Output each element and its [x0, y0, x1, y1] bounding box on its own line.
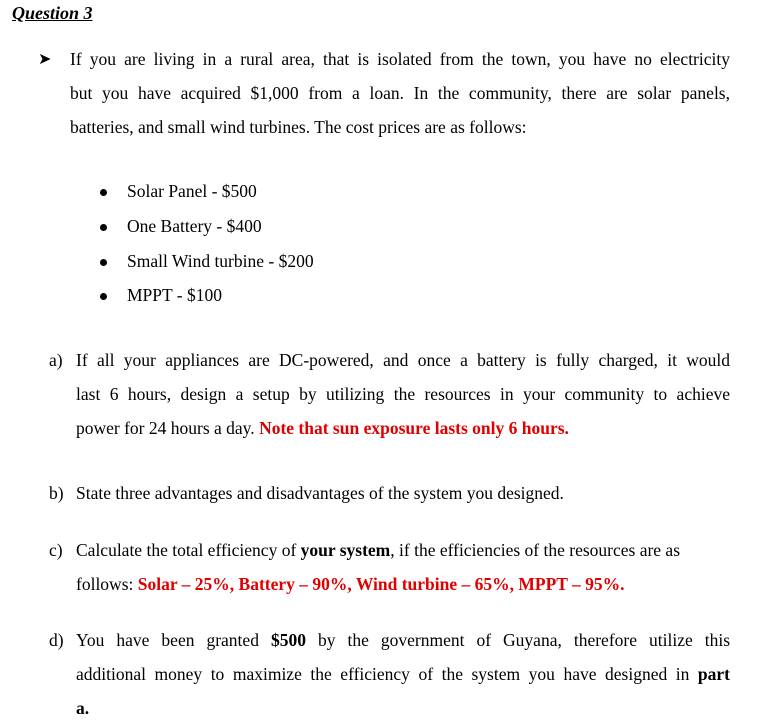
intro-line-3: batteries, and small wind turbines. The cost prices are as follows:	[70, 117, 527, 137]
part-d-text-a: You have been granted	[76, 630, 259, 650]
part-d-text-b: by the government of Guyana, therefore utilize this	[317, 630, 731, 650]
part-c-text-b: , if the efficiencies of the resources are as	[390, 540, 681, 560]
price-item-battery: One Battery - $400	[127, 216, 262, 236]
bullet-icon	[100, 189, 107, 196]
intro-line-2: but you have acquired $1,000 from a loan. In the community, there are solar panels,	[70, 83, 730, 103]
part-c-label: c)	[49, 540, 63, 560]
part-a-label: a)	[49, 350, 63, 370]
part-b-label: b)	[49, 483, 64, 503]
bullet-icon	[100, 259, 107, 266]
part-a-line-1: If all your appliances are DC-powered, and once a battery is fully charged, it would	[76, 350, 730, 370]
arrow-bullet-icon: ➤	[38, 51, 52, 68]
bullet-icon	[100, 224, 107, 231]
part-c-line-1	[76, 540, 730, 561]
part-a-line-3	[76, 418, 569, 439]
price-item-mppt: MPPT - $100	[127, 285, 222, 305]
part-c-line-2	[76, 574, 625, 595]
part-d-text-c: additional money to maximize the efficiency of the system you have designed in	[76, 664, 690, 684]
part-d-label: d)	[49, 630, 64, 650]
price-item-wind: Small Wind turbine - $200	[127, 251, 314, 271]
part-c-emphasis: your system	[300, 540, 391, 560]
bullet-icon	[100, 293, 107, 300]
part-d-part-ref: part	[697, 664, 730, 684]
intro-line-1: If you are living in a rural area, that is isolated from the town, you have no electricity	[70, 49, 730, 69]
part-b-text: State three advantages and disadvantages of the system you designed.	[76, 483, 564, 503]
part-c-follows: follows:	[76, 574, 134, 594]
price-item-solar: Solar Panel - $500	[127, 181, 257, 201]
part-d-amount: $500	[270, 630, 306, 650]
part-d-line-3: a.	[76, 698, 90, 718]
part-a-note: Note that sun exposure lasts only 6 hours.	[259, 418, 569, 438]
part-a-text: power for 24 hours a day.	[76, 418, 255, 438]
part-c-text-a: Calculate the total efficiency of	[76, 540, 297, 560]
part-d-line-1	[76, 630, 730, 651]
part-d-line-2	[76, 664, 730, 685]
part-c-efficiencies: Solar – 25%, Battery – 90%, Wind turbine – 65%, MPPT – 95%.	[137, 574, 625, 594]
question-title: Question 3	[12, 3, 93, 23]
part-a-line-2: last 6 hours, design a setup by utilizing the resources in your community to achieve	[76, 384, 730, 404]
